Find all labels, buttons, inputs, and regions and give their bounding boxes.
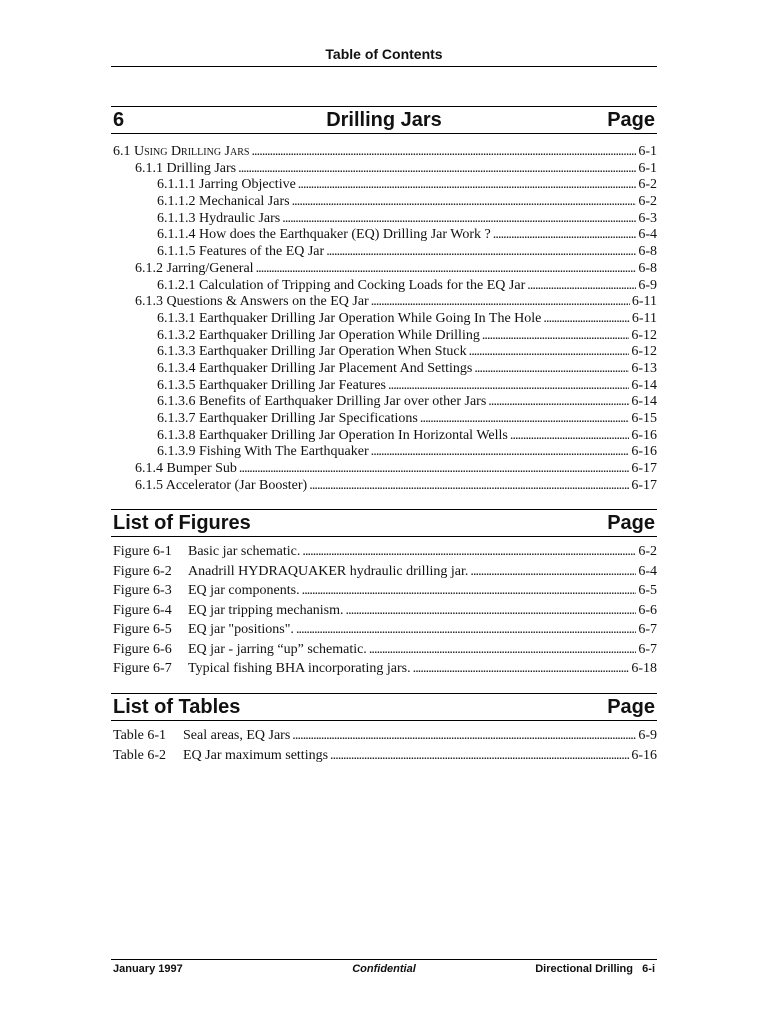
tables-page-label: Page (607, 696, 655, 718)
figures-title: List of Figures (113, 512, 251, 534)
figure-page: 6-7 (638, 622, 657, 637)
leader-dots (413, 659, 630, 679)
figure-page: 6-5 (638, 583, 657, 598)
figure-entry[interactable] (111, 562, 657, 582)
toc-entry-page: 6-15 (631, 411, 657, 426)
table-page: 6-9 (638, 728, 657, 743)
figure-id: Figure 6-5 (113, 622, 172, 637)
leader-dots (309, 478, 629, 495)
leader-dots (371, 294, 630, 311)
toc-entry-page: 6-3 (638, 210, 657, 226)
figure-label: Typical fishing BHA incorporating jars. (188, 661, 411, 676)
toc-entry-page: 6-8 (638, 260, 657, 276)
figures-heading (111, 509, 657, 537)
leader-dots (510, 428, 629, 445)
leader-dots (292, 194, 637, 211)
figures-page-label: Page (607, 512, 655, 534)
toc-entry[interactable] (111, 461, 657, 478)
toc-entry[interactable] (111, 344, 657, 361)
toc-entry[interactable] (111, 211, 657, 228)
figure-label: EQ jar - jarring “up” schematic. (188, 641, 367, 657)
toc-entry-page: 6-12 (631, 327, 657, 343)
figure-label: EQ jar "positions". (188, 622, 294, 637)
figure-entry[interactable] (111, 581, 657, 601)
footer-rule (111, 959, 657, 960)
leader-dots (256, 261, 637, 278)
table-label: EQ Jar maximum settings (183, 747, 329, 763)
toc-entry-label: 6.1.1.2 Mechanical Jars (157, 194, 290, 210)
figure-page: 6-6 (638, 602, 657, 618)
toc-entry-page: 6-13 (631, 360, 657, 376)
toc-entry[interactable] (111, 378, 657, 395)
figure-entry[interactable] (111, 620, 657, 640)
page-header-title: Table of Contents (325, 46, 443, 62)
leader-dots (239, 461, 629, 478)
toc-entry-label: 6.1.2.1 Calculation of Tripping and Cocking Loads for the EQ Jar (157, 277, 526, 293)
figure-entry[interactable] (111, 659, 657, 679)
footer-date: January 1997 (113, 963, 183, 975)
header-rule (111, 66, 657, 67)
figure-label: EQ jar components. (188, 583, 300, 598)
toc-entry-label: 6.1.1.1 Jarring Objective (157, 177, 296, 193)
toc-entry-label: 6.1.3 Questions & Answers on the EQ Jar (135, 294, 369, 310)
toc-entry[interactable] (111, 227, 657, 244)
toc-entry-page: 6-12 (631, 344, 657, 360)
toc-entry-label: 6.1.1.5 Features of the EQ Jar (157, 244, 325, 260)
figure-entry[interactable] (111, 601, 657, 621)
toc-entry[interactable] (111, 361, 657, 378)
leader-dots (238, 161, 636, 178)
toc-entry-page: 6-14 (631, 394, 657, 410)
leader-dots (330, 746, 629, 766)
toc-entry-page: 6-11 (631, 294, 657, 310)
figure-label: Basic jar schematic. (188, 544, 301, 559)
chapter-title: Drilling Jars (326, 109, 442, 131)
tables-heading (111, 693, 657, 721)
table-entry[interactable] (111, 726, 657, 746)
toc-entry-page: 6-1 (638, 144, 657, 159)
leader-dots (298, 177, 637, 194)
toc-entry-page: 6-2 (638, 177, 657, 193)
toc-entry-label: 6.1.3.9 Fishing With The Earthquaker (157, 444, 369, 460)
toc-entry-label: 6.1.3.6 Benefits of Earthquaker Drilling Jar over other Jars (157, 394, 487, 410)
toc-entry[interactable] (111, 161, 657, 178)
toc-entry[interactable] (111, 278, 657, 295)
toc-entry-label: 6.1.3.2 Earthquaker Drilling Jar Operation While Drilling (157, 327, 480, 343)
toc-entry[interactable] (111, 261, 657, 278)
leader-dots (371, 444, 630, 461)
figure-id: Figure 6-7 (113, 661, 172, 676)
leader-dots (251, 144, 636, 161)
toc-entry[interactable] (111, 394, 657, 411)
leader-dots (326, 244, 636, 261)
figure-id: Figure 6-1 (113, 544, 172, 559)
toc-entry-label: 6.1.3.1 Earthquaker Drilling Jar Operation While Going In The Hole (157, 310, 542, 326)
toc-entry-page: 6-16 (631, 444, 657, 460)
toc-entry-page: 6-8 (638, 244, 657, 260)
leader-dots (527, 278, 636, 295)
figure-page: 6-18 (631, 661, 657, 676)
chapter-number: 6 (113, 109, 125, 131)
leader-dots (420, 411, 629, 428)
toc-entry-label: 6.1.3.4 Earthquaker Drilling Jar Placement And Settings (157, 360, 473, 376)
toc-entry-label: 6.1.5 Accelerator (Jar Booster) (135, 477, 308, 493)
table-entry[interactable] (111, 746, 657, 766)
table-id: Table 6-2 (113, 747, 167, 763)
table-id: Table 6-1 (113, 728, 167, 743)
footer-confidential: Confidential (352, 963, 416, 975)
leader-dots (488, 394, 629, 411)
footer-section-page: Directional Drilling 6-i (535, 963, 655, 975)
figure-page: 6-2 (638, 544, 657, 559)
toc-entry-label: 6.1 Using Drilling Jars (113, 144, 250, 159)
toc-entry-page: 6-11 (631, 310, 657, 326)
leader-dots (482, 328, 630, 345)
tables-list (111, 726, 657, 765)
toc-entry-label: 6.1.4 Bumper Sub (135, 461, 237, 477)
toc-entry-label: 6.1.3.3 Earthquaker Drilling Jar Operation When Stuck (157, 344, 467, 360)
toc-entry[interactable] (111, 411, 657, 428)
leader-dots (469, 344, 630, 361)
chapter-heading (111, 106, 657, 134)
toc-entry[interactable] (111, 194, 657, 211)
toc-entry[interactable] (111, 328, 657, 345)
toc-entry-label: 6.1.3.8 Earthquaker Drilling Jar Operation In Horizontal Wells (157, 427, 508, 443)
toc-entry-page: 6-14 (631, 377, 657, 393)
toc-entry[interactable] (111, 244, 657, 261)
toc-entry[interactable] (111, 444, 657, 461)
table-page: 6-16 (631, 747, 657, 763)
figure-page: 6-4 (638, 563, 657, 579)
leader-dots (302, 542, 636, 562)
toc-entry-page: 6-17 (631, 477, 657, 493)
toc-entry-label: 6.1.3.5 Earthquaker Drilling Jar Features (157, 377, 386, 393)
toc-entry-page: 6-4 (638, 227, 657, 243)
toc-entry-label: 6.1.3.7 Earthquaker Drilling Jar Specifications (157, 411, 418, 426)
figures-list (111, 542, 657, 679)
toc-entry[interactable] (111, 177, 657, 194)
leader-dots (292, 726, 636, 746)
table-label: Seal areas, EQ Jars (183, 728, 291, 743)
leader-dots (543, 311, 629, 328)
figure-id: Figure 6-4 (113, 602, 172, 618)
figure-entry[interactable] (111, 640, 657, 660)
leader-dots (388, 378, 629, 395)
figure-page: 6-7 (638, 641, 657, 657)
toc-entry-page: 6-17 (631, 461, 657, 477)
toc-entry-page: 6-9 (638, 277, 657, 293)
toc-entry[interactable] (111, 144, 657, 161)
leader-dots (296, 620, 636, 640)
toc-entry[interactable] (111, 311, 657, 328)
leader-dots (474, 361, 629, 378)
toc-entry-label: 6.1.1 Drilling Jars (135, 160, 237, 176)
tables-title: List of Tables (113, 696, 241, 718)
chapter-page-label: Page (607, 109, 655, 131)
toc-entry-page: 6-2 (638, 194, 657, 210)
toc-entry-page: 6-16 (631, 427, 657, 443)
figure-entry[interactable] (111, 542, 657, 562)
figure-label: Anadrill HYDRAQUAKER hydraulic drilling jar. (188, 563, 469, 579)
figure-id: Figure 6-2 (113, 563, 172, 579)
toc-entry-label: 6.1.1.4 How does the Earthquaker (EQ) Drilling Jar Work ? (157, 227, 491, 243)
toc-entry-page: 6-1 (638, 160, 657, 176)
page-footer (111, 963, 657, 977)
figure-id: Figure 6-3 (113, 583, 172, 598)
leader-dots (282, 211, 636, 228)
toc-entry[interactable] (111, 294, 657, 311)
figure-id: Figure 6-6 (113, 641, 172, 657)
toc-entry[interactable] (111, 478, 657, 495)
figure-label: EQ jar tripping mechanism. (188, 602, 344, 618)
toc-entry-label: 6.1.2 Jarring/General (135, 260, 254, 276)
toc-list (111, 144, 657, 494)
leader-dots (470, 562, 636, 582)
toc-entry[interactable] (111, 428, 657, 445)
toc-entry-label: 6.1.1.3 Hydraulic Jars (157, 210, 281, 226)
leader-dots (369, 640, 637, 660)
leader-dots (346, 601, 637, 621)
leader-dots (302, 581, 637, 601)
leader-dots (493, 227, 637, 244)
